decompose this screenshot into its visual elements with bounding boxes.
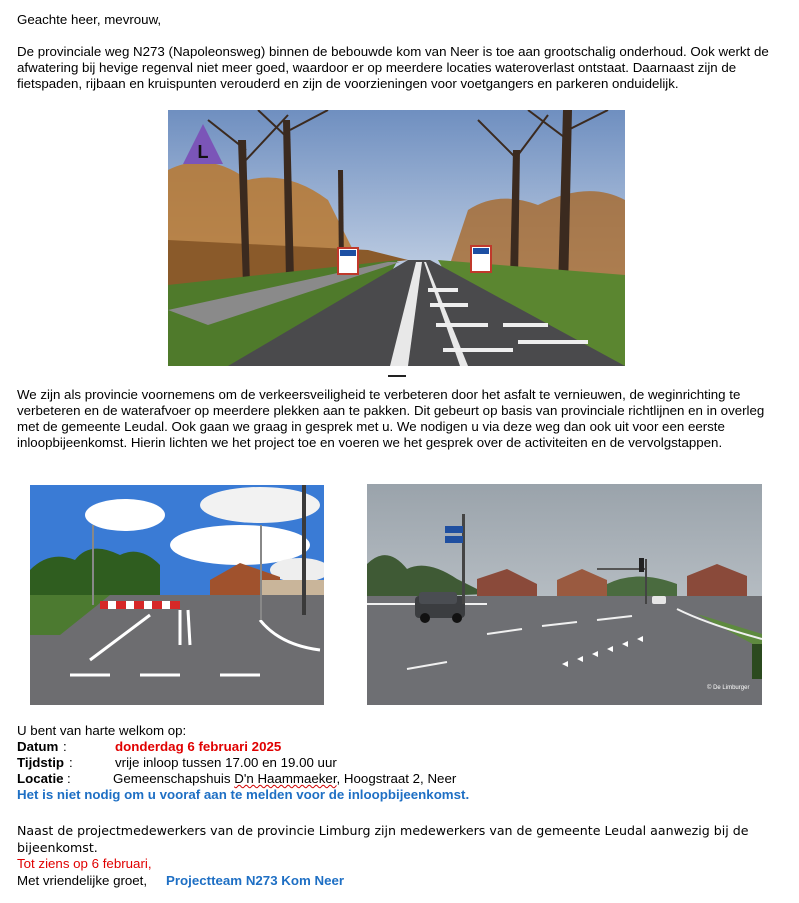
signature: Projectteam N273 Kom Neer [166,873,345,888]
tijdstip-label: Tijdstip [17,755,65,770]
locatie-label: Locatie [17,771,64,786]
road-photo-intersection [367,484,762,705]
staff-note: Naast de projectmedewerkers van de provincie Limburg zijn medewerkers van de gemeente Leudal aanwezig bij de bijeenkomst. [17,823,749,855]
datum-label: Datum [17,739,59,754]
intro-paragraph: De provinciale weg N273 (Napoleonsweg) binnen de bebouwde kom van Neer is toe aan grootschalig onderhoud. Ook werkt de afwatering bij hevige regenval niet meer goed, waardoor er op meerdere locaties wateroverlast ontstaat. Daarnaast zijn de fietspaden, rijbaan en kruispunten verouderd en zijn de voorzieningen voor voetgangers en parkeren onduidelijk. [17,44,769,91]
datum-row: Datum : donderdag 6 februari 2025 [17,739,282,754]
tijdstip-row: Tijdstip : vrije inloop tussen 17.00 en 19.00 uur [17,755,337,770]
separator-dash [388,375,406,377]
plan-paragraph: We zijn als provincie voornemens om de verkeersveiligheid te verbeteren door het asfalt te vernieuwen, de weginrichting te verbeteren en de waterafvoer op meerdere plekken aan te pakken. Dit gebeurt op basis van provinciale richtlijnen en in overleg met de gemeente Leudal. Ook gaan we graag in gesprek met u. We nodigen u via deze weg dan ook uit voor een eerste inloopbijeenkomst. Hierin lichten we het project toe en voeren we het gesprek over de activiteiten en de vervolgstappen. [17,387,765,450]
datum-value: donderdag 6 februari 2025 [115,739,282,754]
no-register-note: Het is niet nodig om u vooraf aan te melden voor de inloopbijeenkomst. [17,787,470,802]
closing-line [17,873,779,889]
road-photo-avenue [168,110,625,366]
road-photo-construction [30,485,324,705]
tijdstip-value: vrije inloop tussen 17.00 en 19.00 uur [115,755,337,770]
locatie-prefix: Gemeenschapshuis [113,771,235,786]
locatie-value [113,771,456,787]
see-you-line: Tot ziens op 6 februari, [17,856,152,871]
welcome-text: U bent van harte welkom op: [17,723,187,738]
photo-credit: © De Limburger [707,685,750,691]
locatie-venue-name: D'n Haammaeker [234,771,337,786]
salutation: Geachte heer, mevrouw, [17,12,162,27]
welcome-line [17,723,186,739]
locatie-row: Locatie : Gemeenschapshuis D'n Haammaeker, Hoogstraat 2, Neer [17,771,457,786]
license-badge-letter: L [197,142,209,162]
closing-text: Met vriendelijke groet, [17,873,148,888]
locatie-suffix: , Hoogstraat 2, Neer [336,771,457,786]
